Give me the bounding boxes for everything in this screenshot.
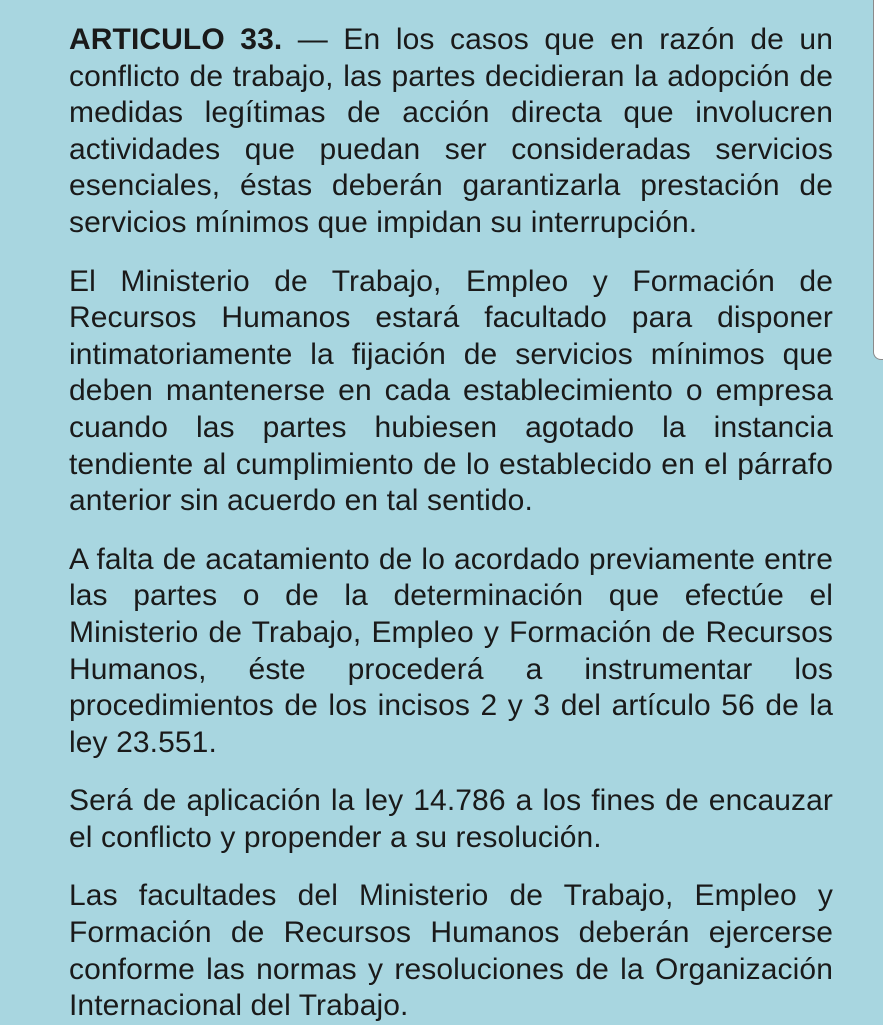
heading-dash: —: [282, 23, 344, 56]
scrollbar-edge[interactable]: [873, 0, 883, 360]
paragraph-1-text: En los casos que en razón de un conflicto de trabajo, las partes decidieran la adopción de medidas legítimas de acción directa que involucren actividades que puedan ser consideradas servicios esenciales, éstas deberán garantizarla prestación de servicios mínimos que impidan su interrupción.: [69, 23, 833, 239]
paragraph-2: El Ministerio de Trabajo, Empleo y Formación de Recursos Humanos estará facultado para disponer intimatoriamente la fijación de servicios mínimos que deben mantenerse en cada establecimiento o empresa cuando las partes hubiesen agotado la instancia tendiente al cumplimiento de lo establecido en el párrafo anterior sin acuerdo en tal sentido.: [69, 264, 833, 518]
paragraph-4: Será de aplicación la ley 14.786 a los fines de encauzar el conflicto y propender a su resolución.: [69, 784, 833, 854]
article-heading: ARTICULO 33.: [69, 23, 283, 56]
paragraph-5: Las facultades del Ministerio de Trabajo, Empleo y Formación de Recursos Humanos deberán ejercerse conforme las normas y resoluciones de la Organización Internacional del Trabajo.: [69, 879, 833, 1023]
paragraph-1: [69, 22, 833, 242]
document-body: [69, 22, 833, 1025]
paragraph-3: A falta de acatamiento de lo acordado previamente entre las partes o de la determinación que efectúe el Ministerio de Trabajo, Empleo y Formación de Recursos Humanos, éste procederá a instrumentar los procedimientos de los incisos 2 y 3 del artículo 56 de la ley 23.551.: [69, 542, 833, 759]
